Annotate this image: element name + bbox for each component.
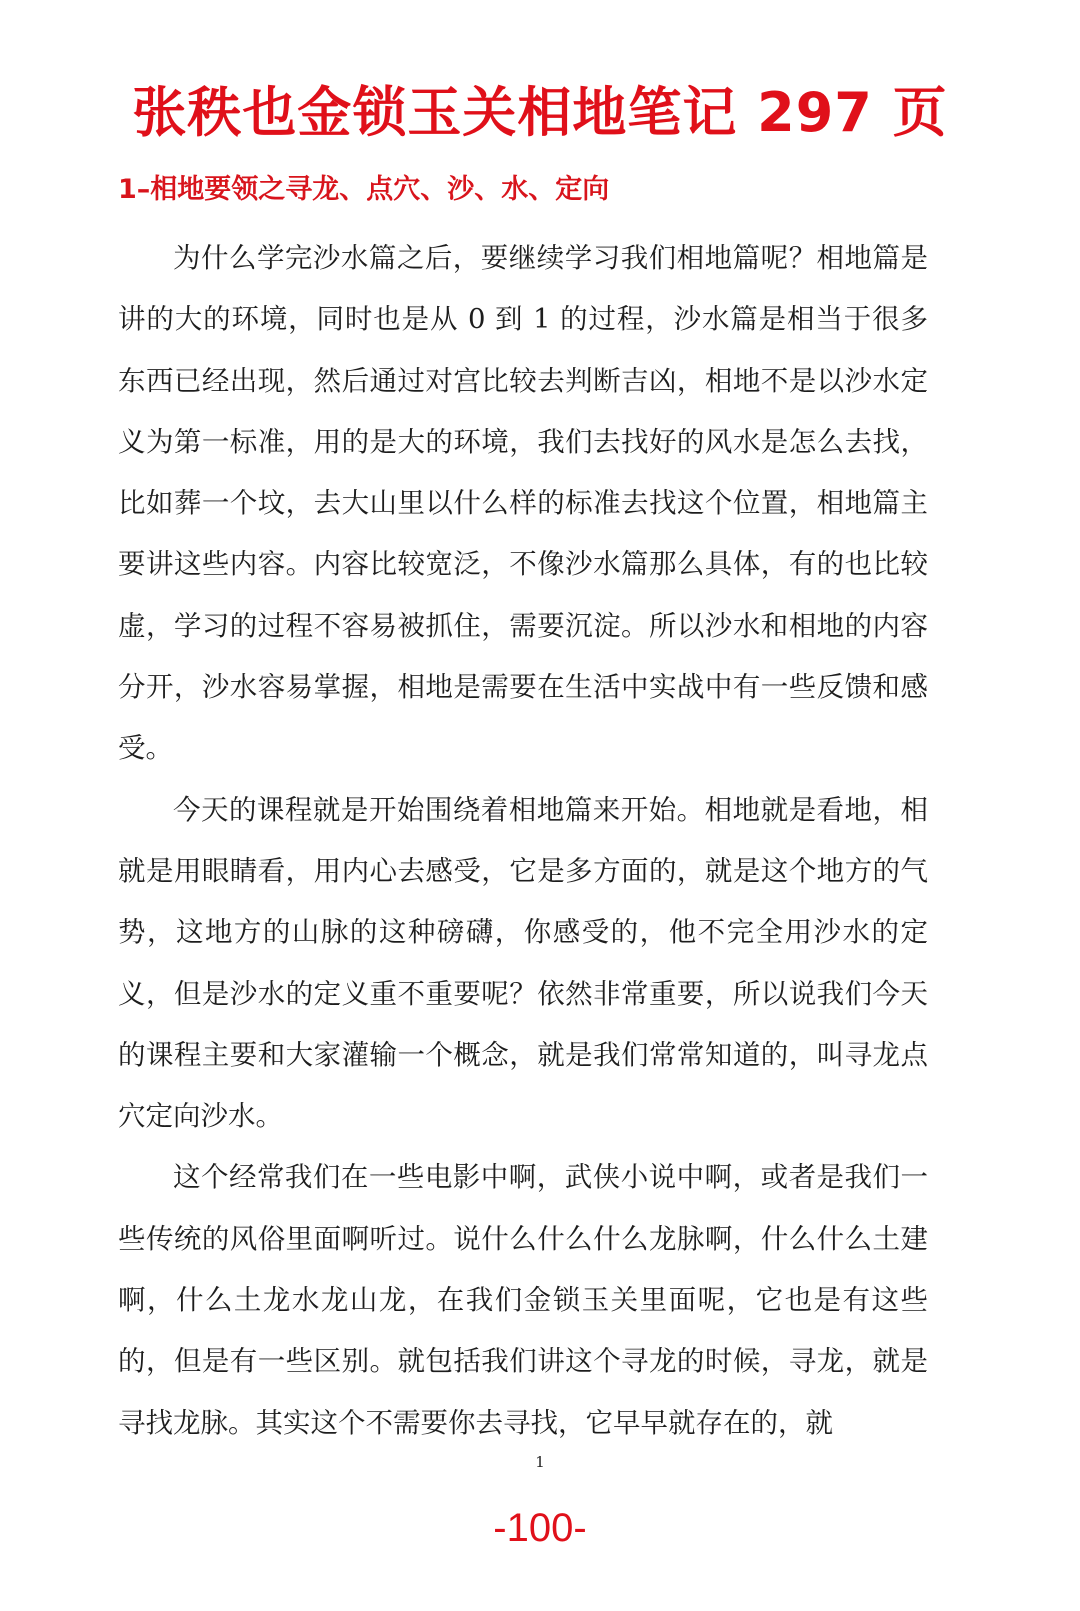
document-title: 张秩也金锁玉关相地笔记 297 页	[132, 81, 948, 144]
page-number: 1	[535, 1453, 545, 1471]
paragraph: 今天的课程就是开始围绕着相地篇来开始。相地就是看地，相就是用眼睛看，用内心去感受，它是多方面的，就是这个地方的气势，这地方的山脉的这种磅礴，你感受的，他不完全用沙水的定义，但是沙水的定义重不重要呢？依然非常重要，所以说我们今天的课程主要和大家灌输一个概念，就是我们常常知道的，叫寻龙点穴定向沙水。	[118, 793, 928, 1133]
page-marker: -100-	[493, 1506, 587, 1550]
document-body	[118, 228, 928, 1454]
section-heading: 1–相地要领之寻龙、点穴、沙、水、定向	[118, 174, 610, 205]
paragraph: 这个经常我们在一些电影中啊，武侠小说中啊，或者是我们一些传统的风俗里面啊听过。说什么什么什么龙脉啊，什么什么土建啊，什么土龙水龙山龙，在我们金锁玉关里面呢，它也是有这些的，但是有一些区别。就包括我们讲这个寻龙的时候，寻龙，就是寻找龙脉。其实这个不需要你去寻找，它早早就存在的，就	[118, 1161, 928, 1439]
paragraph: 为什么学完沙水篇之后，要继续学习我们相地篇呢？相地篇是讲的大的环境，同时也是从 0 到 1 的过程，沙水篇是相当于很多东西已经出现，然后通过对宫比较去判断吉凶，相地不是以沙水定义为第一标准，用的是大的环境，我们去找好的风水是怎么去找，比如葬一个坟，去大山里以什么样的标准去找这个位置，相地篇主要讲这些内容。内容比较宽泛，不像沙水篇那么具体，有的也比较虚，学习的过程不容易被抓住，需要沉淀。所以沙水和相地的内容分开，沙水容易掌握，相地是需要在生活中实战中有一些反馈和感受。	[118, 242, 928, 765]
